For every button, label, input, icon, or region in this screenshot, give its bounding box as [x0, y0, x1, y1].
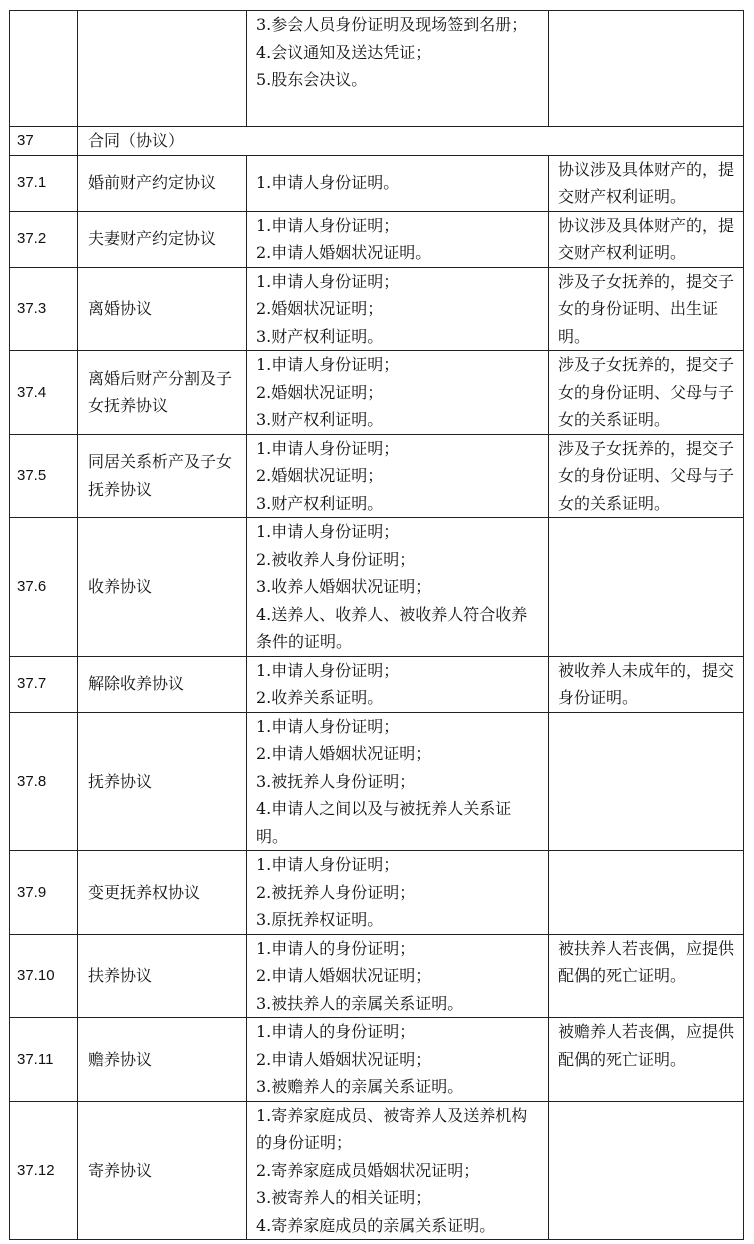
table-row	[10, 155, 744, 211]
item-code: 37.9	[10, 851, 78, 935]
item-name: 离婚协议	[78, 267, 247, 351]
item-note	[549, 1101, 744, 1240]
item-docs	[247, 155, 549, 211]
doc-line: 2.婚姻状况证明；	[256, 382, 384, 402]
item-code: 37.6	[10, 518, 78, 657]
item-code: 37.8	[10, 712, 78, 851]
item-name: 离婚后财产分割及子女抚养协议	[78, 351, 247, 435]
doc-line: 2.婚姻状况证明；	[256, 466, 384, 485]
doc-line: 2.婚姻状况证明；	[256, 299, 384, 318]
item-note: 协议涉及具体财产的，提交财产权利证明。	[549, 211, 744, 267]
continuation-row	[10, 11, 744, 127]
item-name: 变更抚养权协议	[78, 851, 247, 935]
item-note	[549, 851, 744, 935]
item-name: 同居关系析产及子女抚养协议	[78, 434, 247, 518]
doc-line: 4.申请人之间以及与被抚养人关系证明。	[256, 799, 512, 846]
doc-line: 3.被赡养人的亲属关系证明。	[256, 1077, 464, 1096]
item-note: 涉及子女抚养的，提交子女的身份证明、出生证明。	[549, 267, 744, 351]
doc-line: 1.申请人身份证明；	[256, 855, 400, 874]
item-note: 涉及子女抚养的，提交子女的身份证明、父母与子女的关系证明。	[549, 434, 744, 518]
item-docs	[247, 656, 549, 712]
doc-line: 2.收养关系证明。	[256, 688, 384, 707]
item-docs	[247, 211, 549, 267]
cell-docs	[247, 11, 549, 127]
item-code: 37.11	[10, 1018, 78, 1102]
item-code: 37.1	[10, 155, 78, 211]
doc-line: 3.财产权利证明。	[256, 493, 384, 513]
doc-line: 1.申请人身份证明。	[256, 173, 400, 193]
doc-line: 2.申请人婚姻状况证明；	[256, 744, 432, 763]
doc-line: 2.被抚养人身份证明；	[256, 882, 416, 902]
table-row	[10, 851, 744, 935]
table-row	[10, 1018, 744, 1102]
doc-line: 3.收养人婚姻状况证明；	[256, 577, 432, 596]
item-note: 被赡养人若丧偶，应提供配偶的死亡证明。	[549, 1018, 744, 1102]
item-code: 37.4	[10, 351, 78, 435]
doc-line: 2.被收养人身份证明；	[256, 549, 416, 569]
doc-line: 2.申请人婚姻状况证明；	[256, 966, 432, 985]
item-note	[549, 518, 744, 657]
item-docs	[247, 351, 549, 435]
item-code: 37.10	[10, 934, 78, 1018]
item-code: 37.3	[10, 267, 78, 351]
table-row	[10, 656, 744, 712]
table-row	[10, 518, 744, 657]
item-docs	[247, 934, 549, 1018]
doc-line: 3.原抚养权证明。	[256, 910, 384, 929]
table-row	[10, 1101, 744, 1240]
doc-line: 1.申请人身份证明；	[256, 438, 400, 458]
table-row	[10, 211, 744, 267]
table-row	[10, 934, 744, 1018]
doc-line: 4.会议通知及送达凭证；	[256, 42, 432, 62]
item-code: 37.12	[10, 1101, 78, 1240]
doc-line: 1.申请人的身份证明；	[256, 1022, 416, 1041]
doc-line: 3.被寄养人的相关证明；	[256, 1188, 432, 1207]
doc-line: 2.申请人婚姻状况证明；	[256, 1049, 432, 1069]
doc-line: 3.财产权利证明。	[256, 410, 384, 429]
item-name: 婚前财产约定协议	[78, 155, 247, 211]
item-docs	[247, 1018, 549, 1102]
item-docs	[247, 267, 549, 351]
doc-line: 3.被扶养人的亲属关系证明。	[256, 993, 464, 1013]
doc-line: 1.申请人身份证明；	[256, 716, 400, 736]
doc-line: 1.申请人的身份证明；	[256, 938, 416, 958]
doc-line: 3.被抚养人身份证明；	[256, 771, 416, 791]
item-name: 收养协议	[78, 518, 247, 657]
section-row	[10, 127, 744, 156]
item-note: 涉及子女抚养的，提交子女的身份证明、父母与子女的关系证明。	[549, 351, 744, 435]
doc-line: 4.寄养家庭成员的亲属关系证明。	[256, 1215, 496, 1235]
doc-line: 1.申请人身份证明；	[256, 271, 400, 291]
doc-line: 3.参会人员身份证明及现场签到名册；	[256, 15, 528, 34]
doc-line: 2.申请人婚姻状况证明。	[256, 243, 432, 262]
table-row	[10, 434, 744, 518]
item-docs	[247, 712, 549, 851]
item-name: 抚养协议	[78, 712, 247, 851]
doc-line: 1.申请人身份证明；	[256, 215, 400, 235]
doc-line: 3.财产权利证明。	[256, 326, 384, 346]
item-note: 被收养人未成年的，提交身份证明。	[549, 656, 744, 712]
item-code: 37.5	[10, 434, 78, 518]
doc-line: 5.股东会决议。	[256, 70, 368, 89]
cell-name	[78, 11, 247, 127]
item-docs	[247, 851, 549, 935]
section-code: 37	[10, 127, 78, 156]
item-name: 寄养协议	[78, 1101, 247, 1240]
table-body	[10, 11, 744, 1240]
table-row	[10, 351, 744, 435]
cell-note	[549, 11, 744, 127]
doc-line: 1.申请人身份证明；	[256, 522, 400, 541]
item-code: 37.2	[10, 211, 78, 267]
doc-line: 4.送养人、收养人、被收养人符合收养条件的证明。	[256, 604, 528, 651]
materials-table	[9, 10, 744, 1240]
item-name: 解除收养协议	[78, 656, 247, 712]
item-docs	[247, 434, 549, 518]
table-row	[10, 267, 744, 351]
section-title: 合同（协议）	[78, 127, 744, 156]
item-docs	[247, 1101, 549, 1240]
doc-line: 1.寄养家庭成员、被寄养人及送养机构的身份证明；	[256, 1105, 528, 1152]
item-note: 被扶养人若丧偶，应提供配偶的死亡证明。	[549, 934, 744, 1018]
item-name: 夫妻财产约定协议	[78, 211, 247, 267]
doc-line: 1.申请人身份证明；	[256, 355, 400, 374]
item-note: 协议涉及具体财产的，提交财产权利证明。	[549, 155, 744, 211]
doc-line: 2.寄养家庭成员婚姻状况证明；	[256, 1160, 480, 1180]
doc-line: 1.申请人身份证明；	[256, 660, 400, 680]
item-docs	[247, 518, 549, 657]
item-code: 37.7	[10, 656, 78, 712]
cell-code	[10, 11, 78, 127]
item-name: 扶养协议	[78, 934, 247, 1018]
item-note	[549, 712, 744, 851]
table-row	[10, 712, 744, 851]
item-name: 赡养协议	[78, 1018, 247, 1102]
